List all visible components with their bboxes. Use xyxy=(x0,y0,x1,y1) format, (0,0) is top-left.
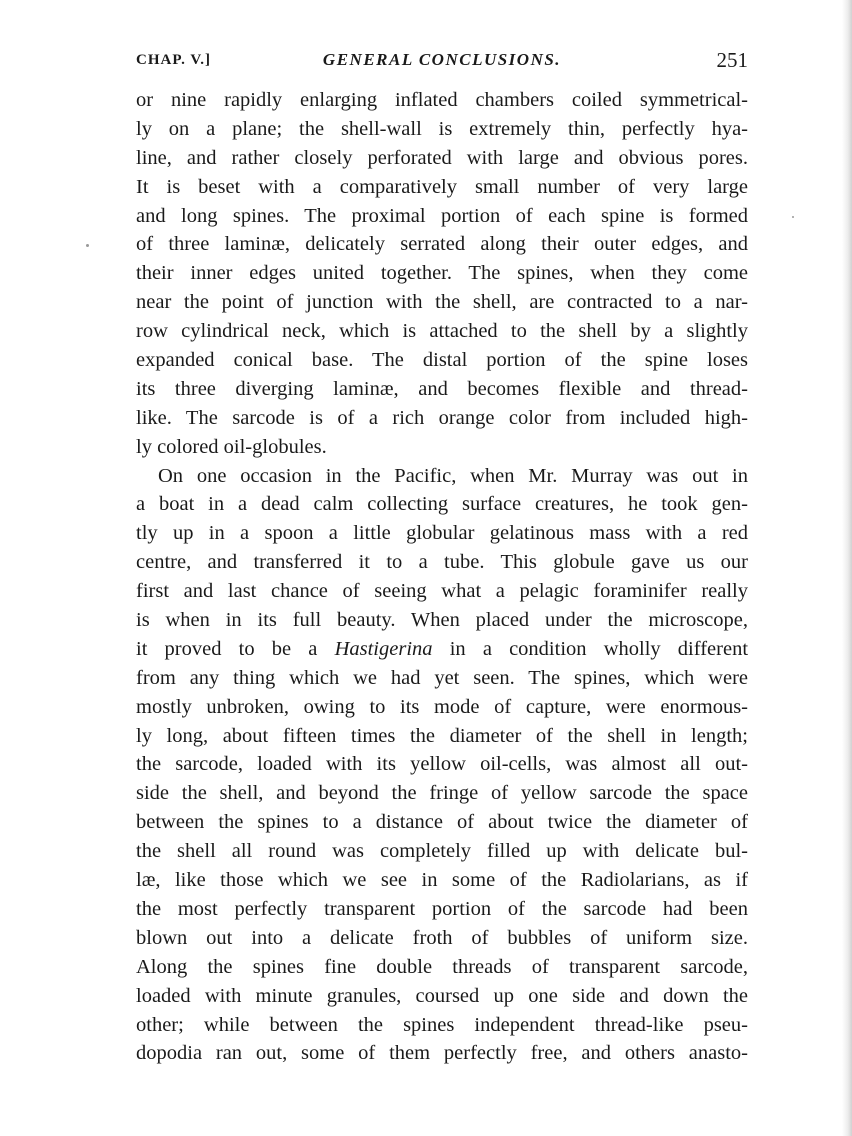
text-line: the sarcode, loaded with its yellow oil-cells, was almost all out- xyxy=(136,753,748,776)
text-line: expanded conical base. The distal portion of the spine loses xyxy=(136,349,748,372)
text-line: and long spines. The proximal portion of each spine is formed xyxy=(136,204,748,227)
text-line: a boat in a dead calm collecting surface creatures, he took gen- xyxy=(136,493,748,516)
text-line-with-genus xyxy=(136,635,748,664)
text-line: from any thing which we had yet seen. The spines, which were xyxy=(136,666,748,689)
text-line: near the point of junction with the shell, are contracted to a nar- xyxy=(136,291,748,314)
text-line: tly up in a spoon a little globular gelatinous mass with a red xyxy=(136,522,748,545)
text-line: the shell all round was completely filled up with delicate bul- xyxy=(136,840,748,863)
body-text xyxy=(136,86,748,1068)
text-line: blown out into a delicate froth of bubbles of uniform size. xyxy=(136,926,748,949)
text-line: centre, and transferred it to a tube. This globule gave us our xyxy=(136,551,748,574)
text-line: or nine rapidly enlarging inflated chambers coiled symmetrical- xyxy=(136,89,748,111)
text-line: ly long, about fifteen times the diameter of the shell in length; xyxy=(136,724,748,747)
text-line: loaded with minute granules, coursed up one side and down the xyxy=(136,984,748,1007)
page-number: 251 xyxy=(716,48,748,72)
text-line: like. The sarcode is of a rich orange color from included high- xyxy=(136,406,748,429)
text-line: line, and rather closely perforated with large and obvious pores. xyxy=(136,146,748,169)
text-line: On one occasion in the Pacific, when Mr. Murray was out in xyxy=(158,464,748,487)
page-edge-shadow xyxy=(842,0,852,1136)
text-line: of three laminæ, delicately serrated along their outer edges, and xyxy=(136,233,748,256)
text-line: mostly unbroken, owing to its mode of capture, were enormous- xyxy=(136,695,748,718)
running-head xyxy=(136,48,748,74)
text-line: row cylindrical neck, which is attached to the shell by a slightly xyxy=(136,320,748,343)
text-line-segment: in a condition wholly different xyxy=(449,637,748,660)
text-line: ly colored oil-globules. xyxy=(136,435,327,458)
text-line: the most perfectly transparent portion of the sarcode had been xyxy=(136,897,748,920)
text-line: their inner edges united together. The spines, when they come xyxy=(136,262,748,285)
text-line-segment: it proved to be a xyxy=(136,637,318,660)
text-line: other; while between the spines independent thread-like pseu- xyxy=(136,1013,748,1036)
text-line: between the spines to a distance of about twice the diameter of xyxy=(136,811,748,834)
text-line: its three diverging laminæ, and becomes flexible and thread- xyxy=(136,377,748,400)
running-title: GENERAL CONCLUSIONS. xyxy=(322,50,562,69)
text-line: ly on a plane; the shell-wall is extremely thin, perfectly hya- xyxy=(136,117,748,140)
paper-speck xyxy=(86,244,89,247)
text-line: læ, like those which we see in some of the Radiolarians, as if xyxy=(136,869,748,892)
paper-speck xyxy=(792,216,794,218)
text-line: is when in its full beauty. When placed under the microscope, xyxy=(136,609,748,632)
genus-name: Hastigerina xyxy=(334,637,433,660)
text-line: side the shell, and beyond the fringe of yellow sarcode the space xyxy=(136,782,748,805)
chapter-label: CHAP. V.] xyxy=(136,52,211,68)
text-line: It is beset with a comparatively small number of very large xyxy=(136,175,748,198)
text-line: Along the spines fine double threads of transparent sarcode, xyxy=(136,955,748,978)
text-line: dopodia ran out, some of them perfectly free, and others anasto- xyxy=(136,1042,748,1065)
text-line: first and last chance of seeing what a pelagic foraminifer really xyxy=(136,580,748,603)
